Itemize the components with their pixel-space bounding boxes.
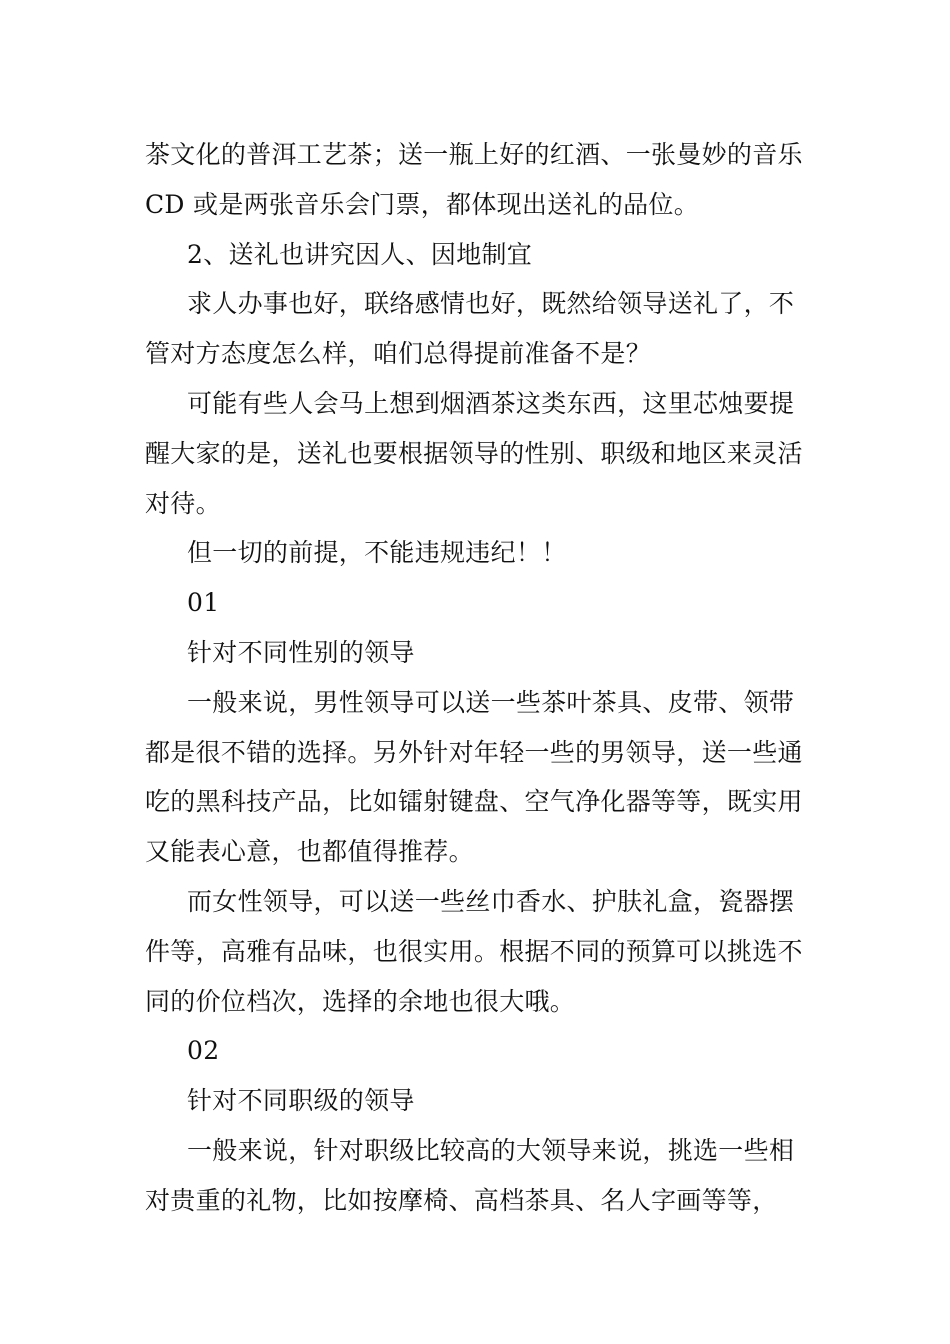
- paragraph-warning: 但一切的前提，不能违规违纪！！: [187, 538, 567, 568]
- section-number-01: 01: [187, 588, 220, 618]
- paragraph: 而女性领导，可以送一些丝巾香水、护肤礼盒，瓷器摆件等，高雅有品味，也很实用。根据不同的预算可以挑选不同的价位档次，选择的余地也很大哦。: [145, 886, 803, 1016]
- section-heading-2: 2、送礼也讲究因人、因地制宜: [187, 239, 533, 269]
- paragraph: 一般来说，针对职级比较高的大领导来说，挑选一些相对贵重的礼物，比如按摩椅、高档茶具、名人字画等等，: [145, 1135, 795, 1215]
- document-body: [145, 130, 810, 1226]
- paragraph: 一般来说，男性领导可以送一些茶叶茶具、皮带、领带都是很不错的选择。另外针对年轻一些的男领导，送一些通吃的黑科技产品，比如镭射键盘、空气净化器等等，既实用又能表心意，也都值得推荐。: [145, 687, 803, 867]
- paragraph: 可能有些人会马上想到烟酒茶这类东西，这里芯烛要提醒大家的是，送礼也要根据领导的性别、职级和地区来灵活对待。: [145, 388, 803, 518]
- paragraph-continuation: 茶文化的普洱工艺茶；送一瓶上好的红酒、一张曼妙的音乐 CD 或是两张音乐会门票，都体现出送礼的品位。: [145, 140, 803, 219]
- subsection-title-rank: 针对不同职级的领导: [187, 1086, 415, 1116]
- section-number-02: 02: [187, 1036, 220, 1066]
- paragraph: 求人办事也好，联络感情也好，既然给领导送礼了，不管对方态度怎么样，咱们总得提前准备不是？: [145, 289, 795, 369]
- subsection-title-gender: 针对不同性别的领导: [187, 637, 415, 667]
